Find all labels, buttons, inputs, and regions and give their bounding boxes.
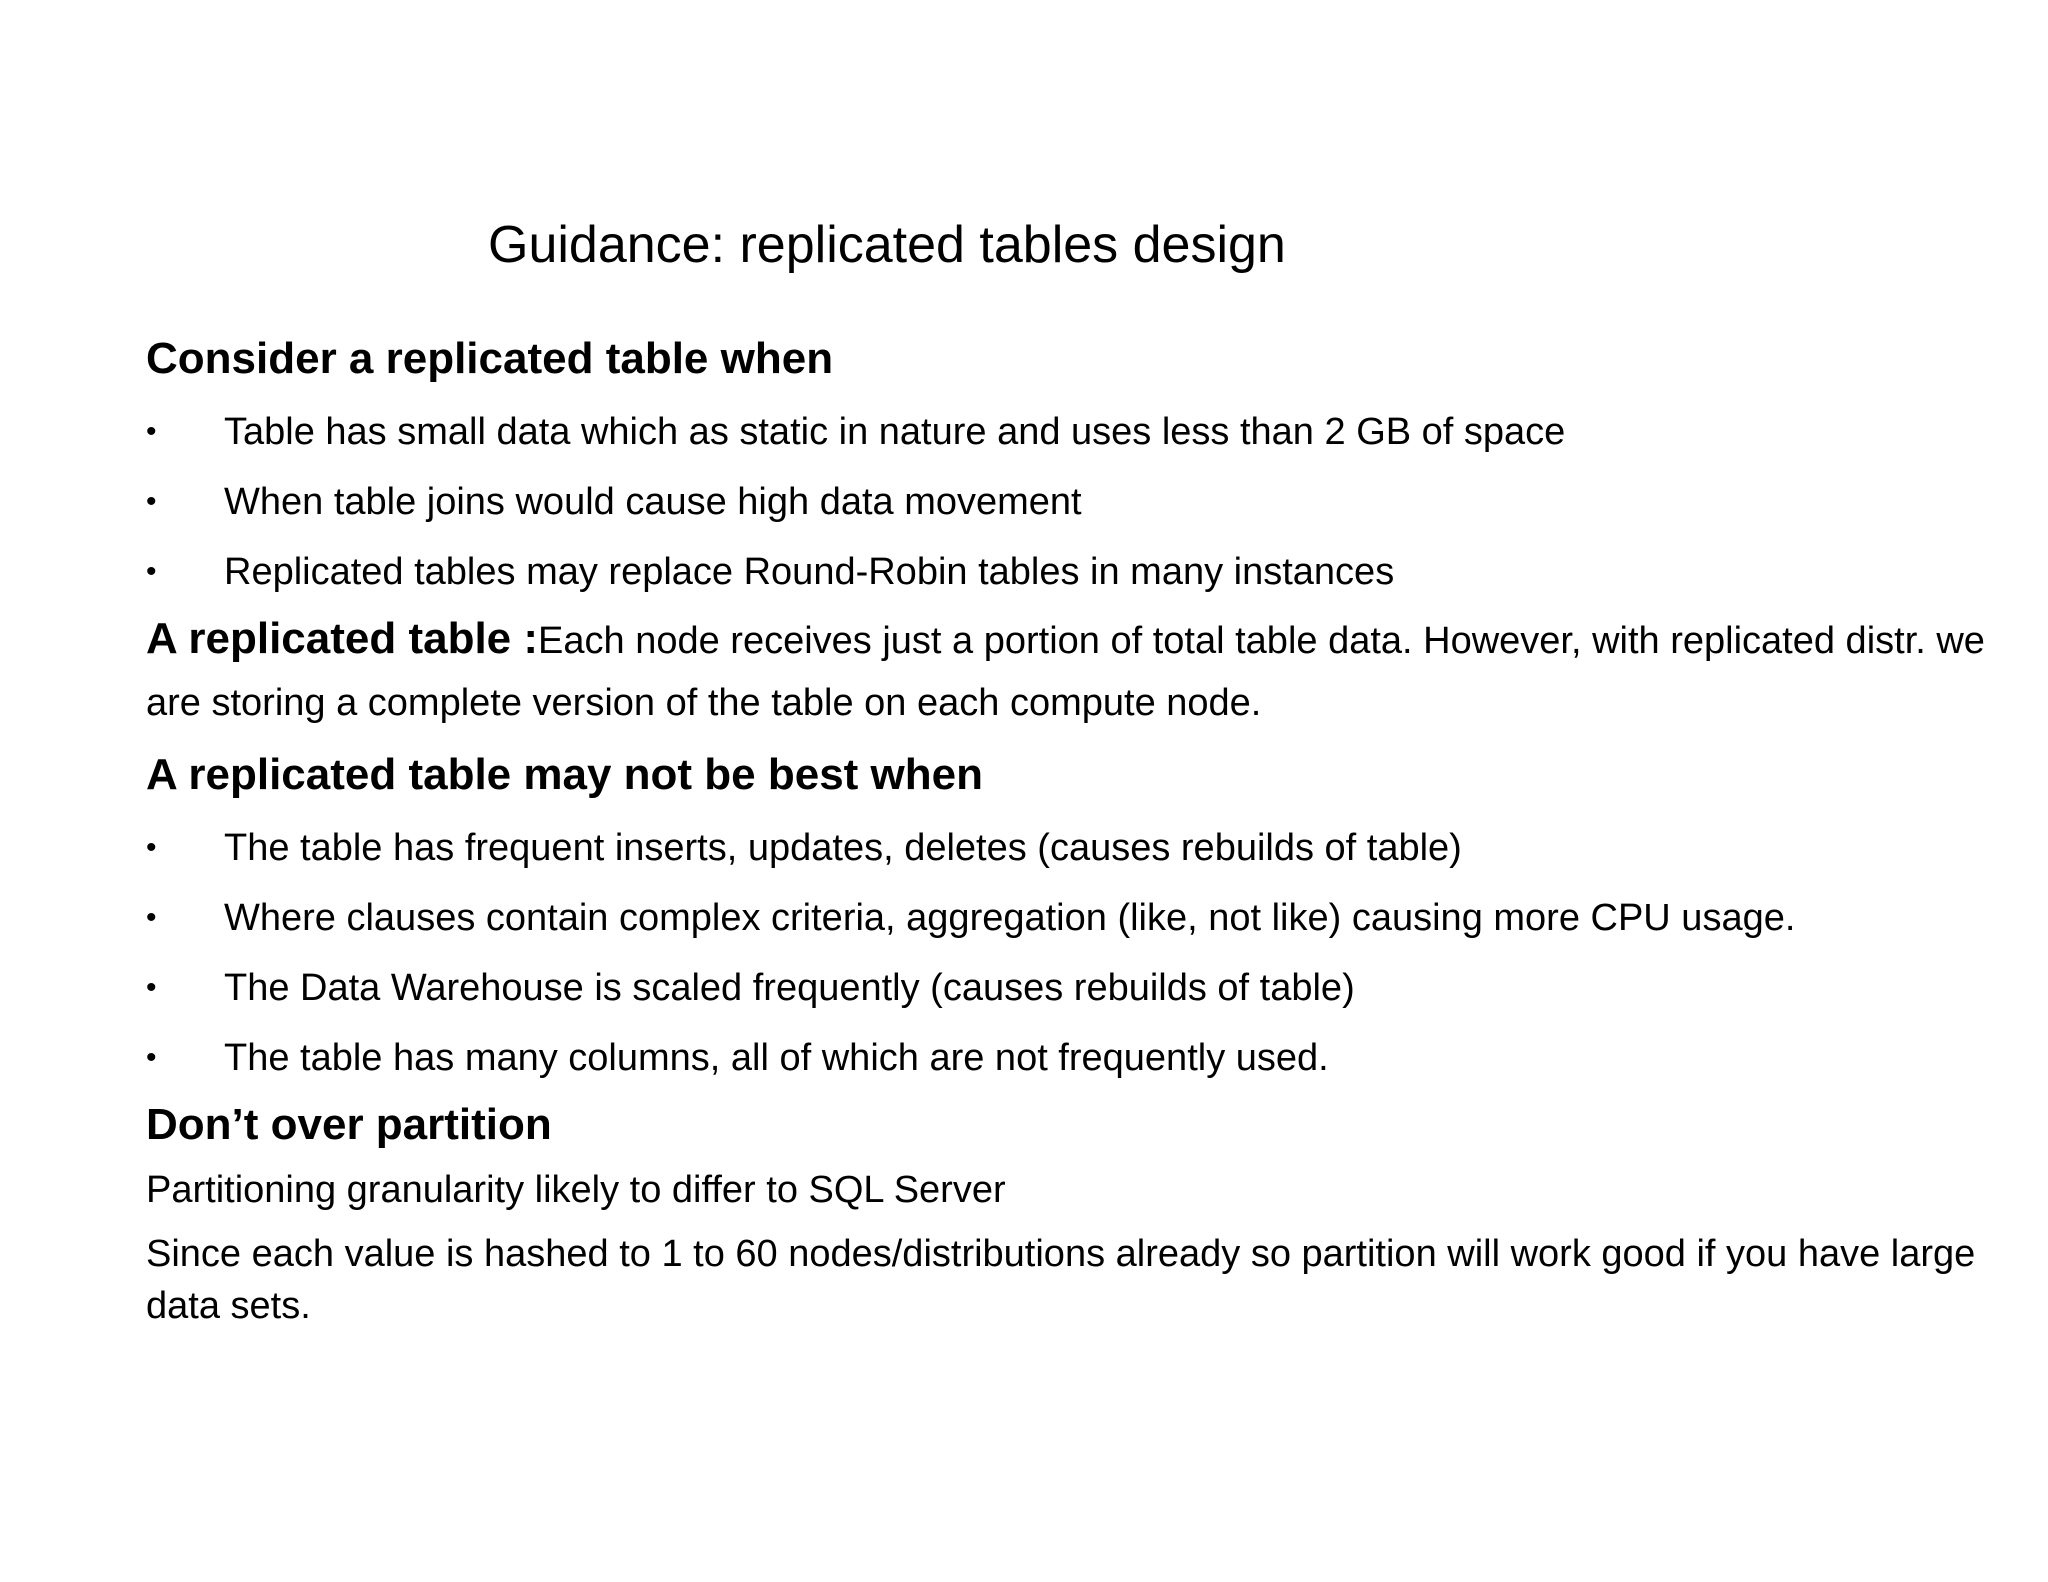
section-heading-partition: Don’t over partition	[146, 1100, 552, 1149]
bullet-icon: •	[146, 555, 157, 588]
bullet-text: The table has many columns, all of which are not frequently used.	[224, 1037, 1329, 1079]
definition-paragraph	[146, 612, 2006, 738]
list-item	[146, 962, 2006, 1014]
definition-text: Each node receives just a portion of total table data. However, with replicated distr. we are storing a complete version of the table on each compute node.	[146, 620, 1985, 724]
section-heading-not-best: A replicated table may not be best when	[146, 750, 984, 799]
list-item	[146, 822, 2006, 874]
bullet-icon: •	[146, 971, 157, 1004]
partition-paragraph-2: Since each value is hashed to 1 to 60 nodes/distributions already so partition will work good if you have large data sets.	[146, 1233, 1976, 1327]
bullet-text: Where clauses contain complex criteria, aggregation (like, not like) causing more CPU usage.	[224, 897, 1796, 939]
bullet-text: When table joins would cause high data movement	[224, 481, 1082, 523]
list-item	[146, 1032, 2006, 1084]
list-item	[146, 476, 2006, 528]
bullet-icon: •	[146, 1041, 157, 1074]
slide-title: Guidance: replicated tables design	[488, 216, 1286, 274]
list-item	[146, 546, 2006, 598]
bullet-text: The Data Warehouse is scaled frequently (causes rebuilds of table)	[224, 967, 1355, 1009]
bullet-icon: •	[146, 901, 157, 934]
definition-lead: A replicated table :	[146, 614, 539, 663]
bullet-list-not-best	[146, 822, 2006, 1084]
bullet-text: Table has small data which as static in nature and uses less than 2 GB of space	[224, 411, 1566, 453]
list-item	[146, 892, 2006, 944]
bullet-text: Replicated tables may replace Round-Robin tables in many instances	[224, 551, 1395, 593]
bullet-icon: •	[146, 415, 157, 448]
bullet-icon: •	[146, 485, 157, 518]
partition-paragraph-1: Partitioning granularity likely to differ to SQL Server	[146, 1169, 1006, 1211]
bullet-text: The table has frequent inserts, updates, deletes (causes rebuilds of table)	[224, 827, 1462, 869]
bullet-list-consider	[146, 406, 2006, 598]
bullet-icon: •	[146, 831, 157, 864]
slide-content	[146, 330, 2006, 1332]
list-item	[146, 406, 2006, 458]
section-heading-consider: Consider a replicated table when	[146, 334, 834, 383]
